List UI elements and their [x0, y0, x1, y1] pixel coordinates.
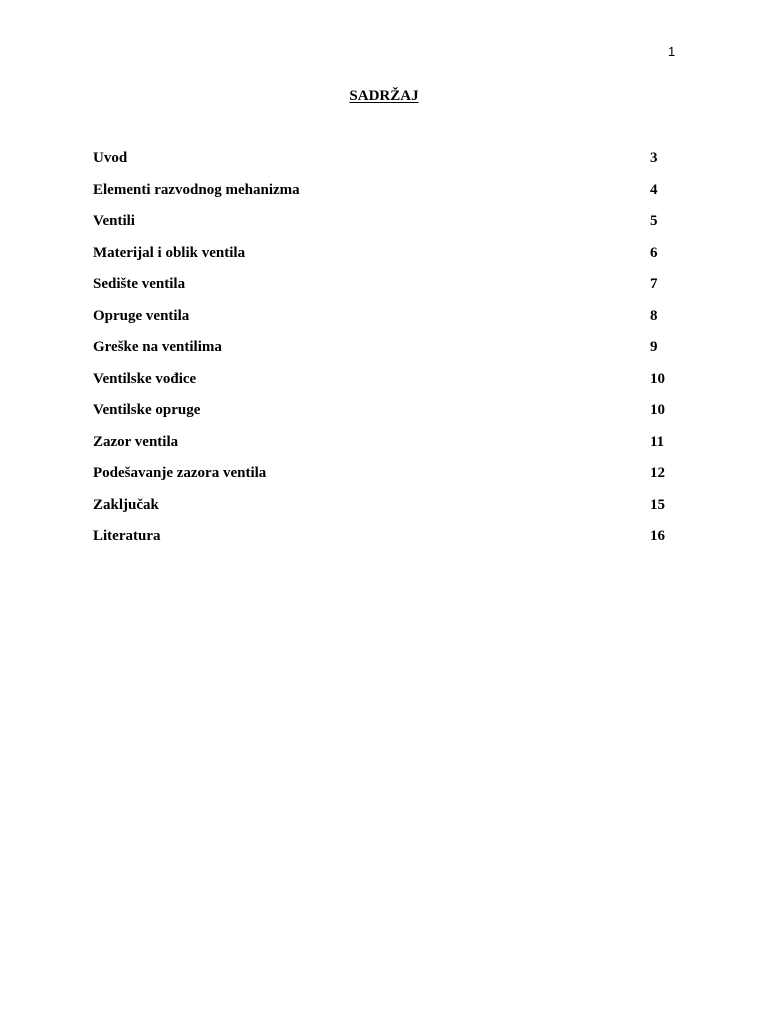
toc-entry: [93, 275, 693, 307]
toc-entry-page: 16: [650, 528, 665, 544]
toc-entry-title: Ventili: [93, 213, 135, 229]
toc-entry-page: 10: [650, 370, 665, 387]
toc-entry: [93, 307, 693, 339]
toc-entry-title: Ventilske vođice: [93, 370, 197, 387]
toc-entry-page: 7: [650, 276, 658, 292]
toc-entry: [93, 401, 693, 433]
toc-entry: [93, 338, 693, 370]
toc-entry: [93, 244, 693, 276]
toc-entry-title: Uvod: [93, 150, 128, 166]
toc-entry: [93, 149, 693, 181]
toc-entry-page: 6: [650, 244, 658, 261]
toc-entry-title: Ventilske opruge: [93, 402, 201, 418]
toc-entry-title: Opruge ventila: [93, 307, 190, 324]
toc-entry-title: Sedište ventila: [93, 276, 186, 292]
toc-entry: [93, 433, 693, 465]
toc-entry-page: 10: [650, 402, 665, 418]
toc-entry-title: Zazor ventila: [93, 433, 179, 450]
toc-entry-title: Zaključak: [93, 496, 159, 513]
toc-entry-title: Materijal i oblik ventila: [93, 244, 246, 261]
toc-entry: [93, 370, 693, 402]
toc-entry: [93, 464, 693, 496]
toc-entry-title: Literatura: [93, 528, 161, 544]
toc-entry-title: Greške na ventilima: [93, 339, 222, 355]
toc-entry: [93, 527, 693, 559]
toc-entry-page: 8: [650, 307, 658, 324]
toc-entry: [93, 181, 693, 213]
toc-entry-title: Podešavanje zazora ventila: [93, 465, 267, 481]
toc-entry: [93, 496, 693, 528]
toc-entry-page: 11: [650, 433, 665, 450]
toc-title: SADRŽAJ: [349, 88, 419, 104]
toc-entry-page: 9: [650, 339, 658, 355]
toc-entry-page: 4: [650, 181, 658, 198]
page-number: 1: [668, 44, 676, 59]
toc-entry-page: 3: [650, 150, 658, 166]
toc-entry-page: 5: [650, 213, 658, 229]
table-of-contents: [93, 149, 693, 559]
toc-entry: [93, 212, 693, 244]
toc-entry-title: Elementi razvodnog mehanizma: [93, 181, 300, 198]
toc-entry-page: 15: [650, 496, 665, 513]
toc-entry-page: 12: [650, 465, 665, 481]
